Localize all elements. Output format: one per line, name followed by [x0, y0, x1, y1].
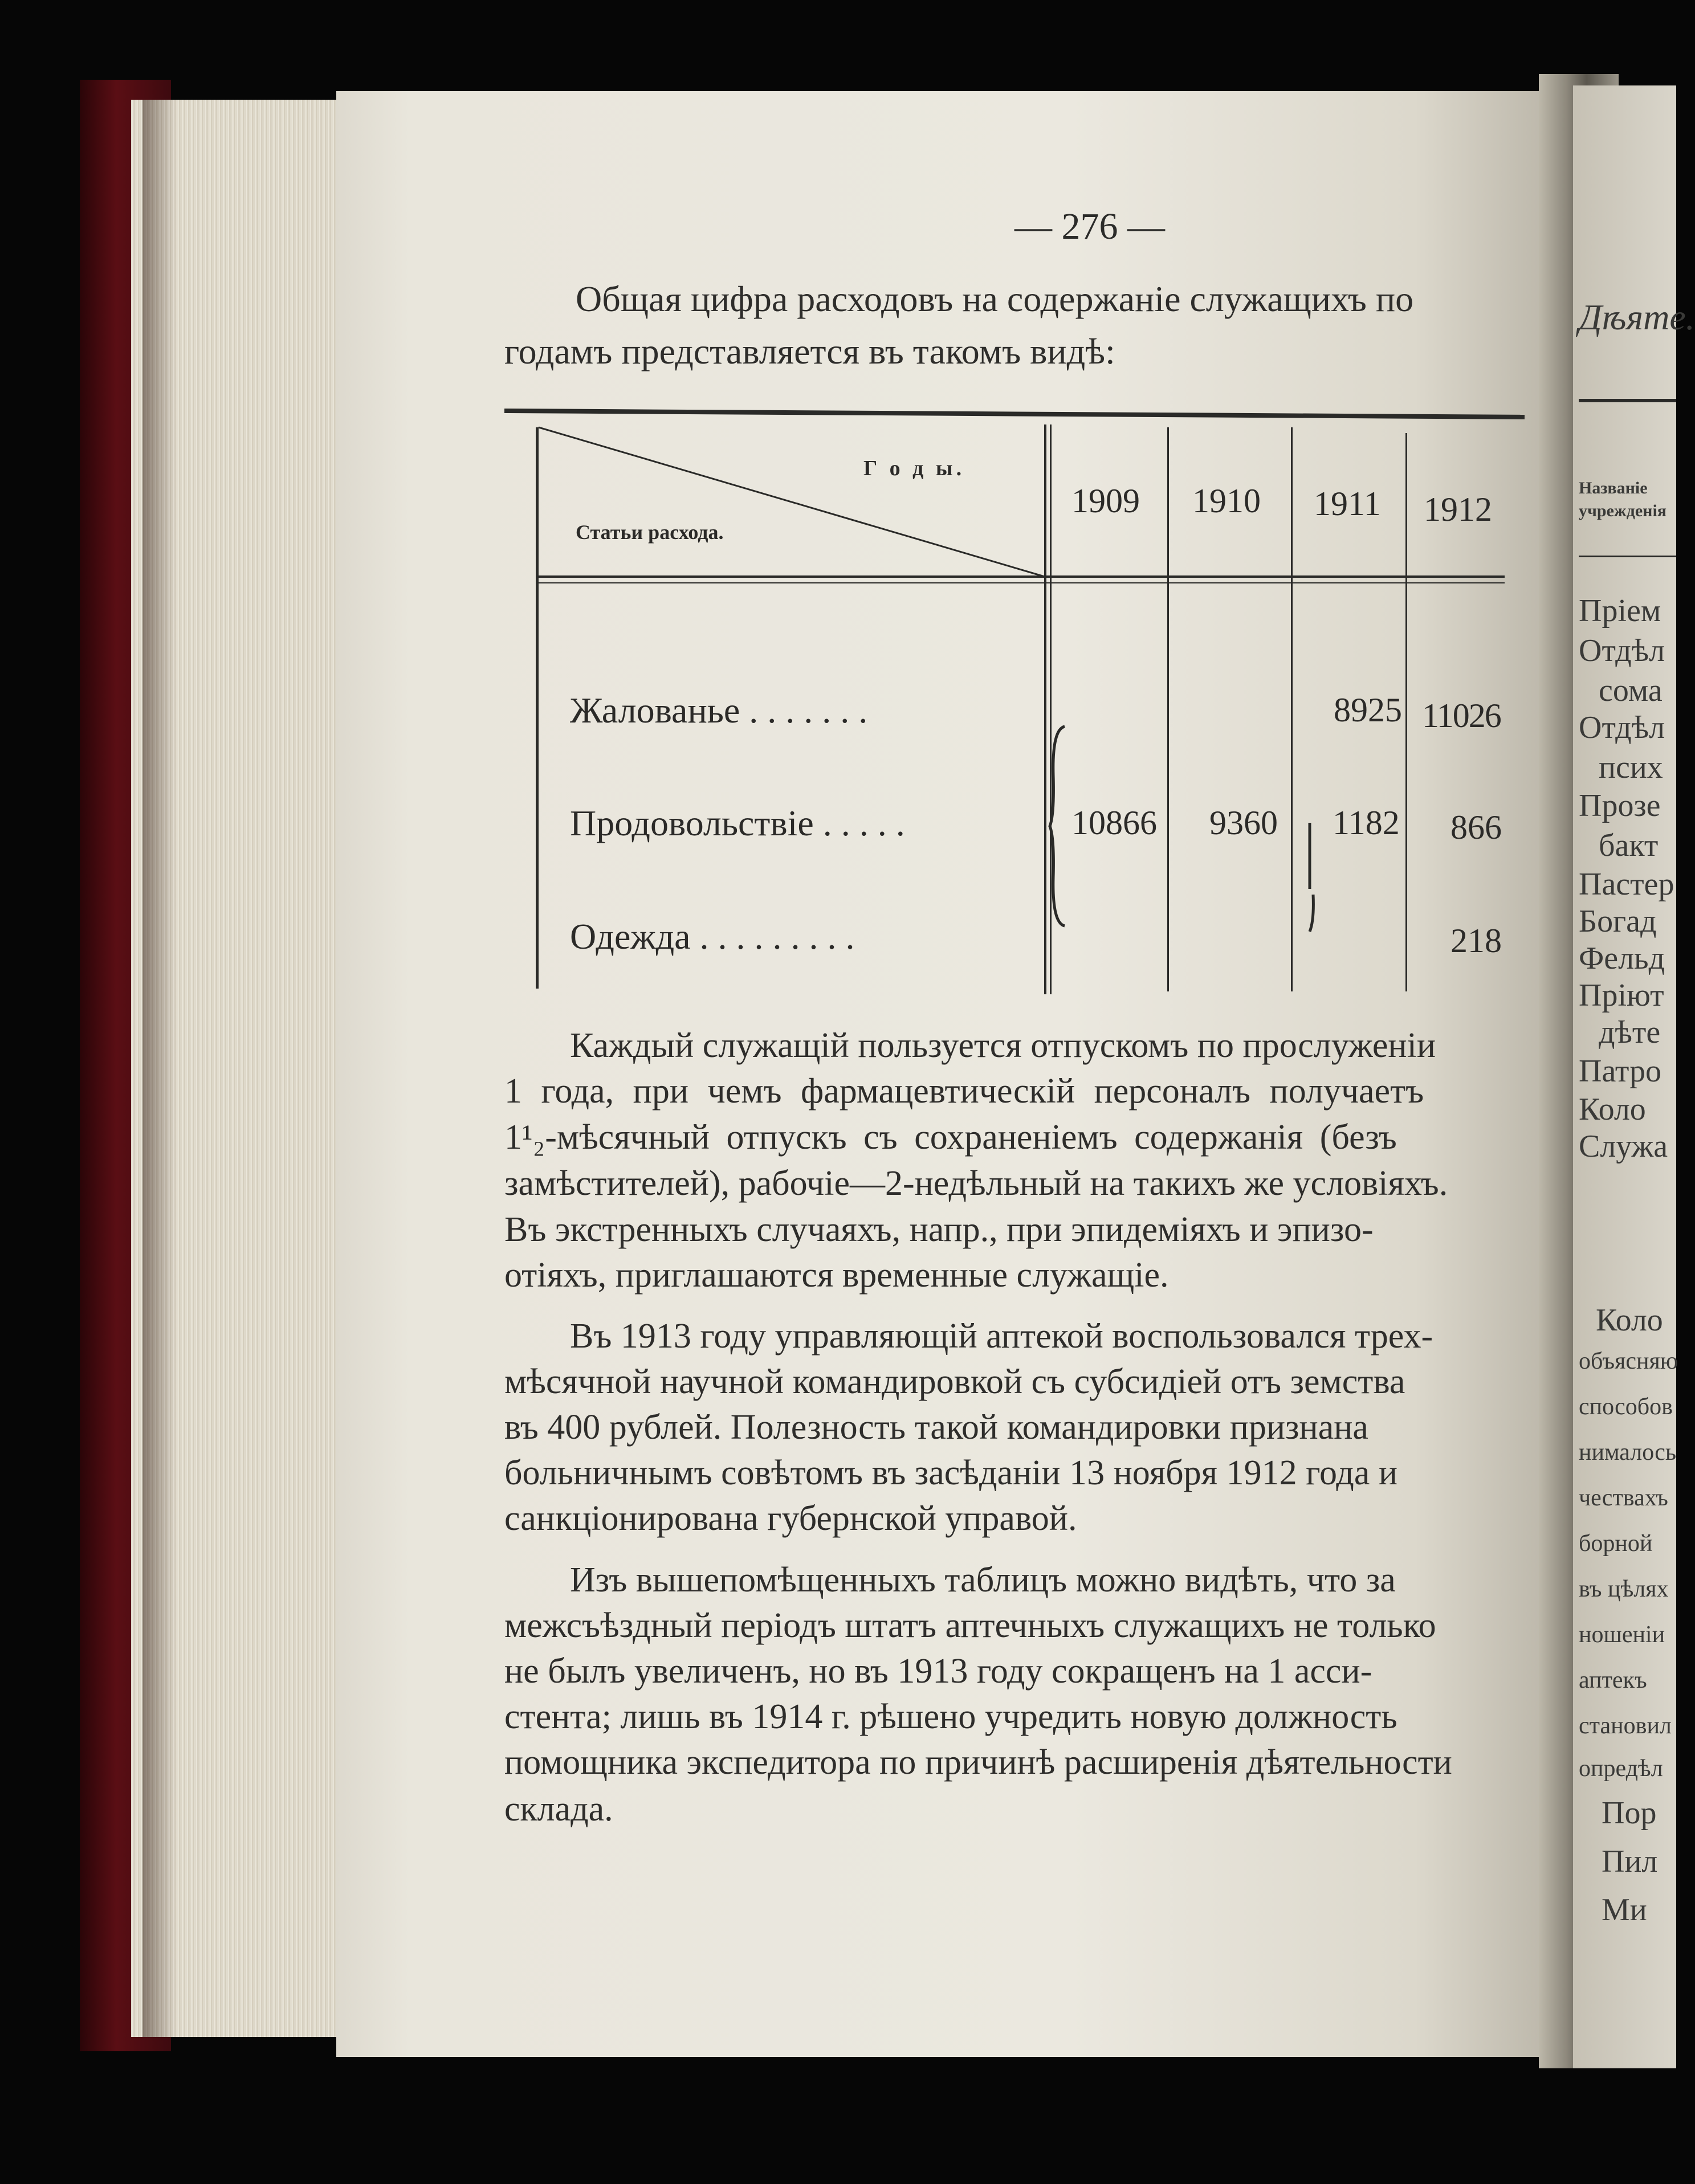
right-item: бакт	[1599, 828, 1659, 863]
paragraph-line: Въ экстренныхъ случаяхъ, напр., при эпидеміяхъ и эпизо-	[504, 1210, 1374, 1249]
right-item: Прозе	[1579, 788, 1661, 823]
paragraph-line: мѣсячной научной командировкой съ субсидіей отъ земства	[504, 1362, 1405, 1401]
cell-value: 9360	[1209, 804, 1278, 842]
paragraph-line: отіяхъ, приглашаются временные служащіе.	[504, 1256, 1169, 1295]
right-item: Пріем	[1579, 593, 1661, 628]
intro-line: годамъ представляется въ такомъ видѣ:	[504, 331, 1115, 372]
paragraph-line: межсъѣздный періодъ штатъ аптечныхъ служащихъ не только	[504, 1606, 1436, 1645]
cell-value: 866	[1450, 809, 1502, 846]
right-item: псих	[1599, 750, 1663, 785]
paragraph-line: стента; лишь въ 1914 г. рѣшено учредить новую должность	[504, 1697, 1397, 1736]
right-item: Пастер	[1579, 867, 1674, 902]
year-header: 1912	[1424, 491, 1492, 528]
right-item: Патро	[1579, 1054, 1662, 1089]
intro-line: Общая цифра расходовъ на содержаніе служащихъ по	[576, 279, 1414, 319]
header-diagonal	[539, 427, 1046, 578]
paragraph-line: не былъ увеличенъ, но въ 1913 году сокращенъ на 1 асси-	[504, 1652, 1372, 1691]
edge-shadow	[142, 100, 177, 2037]
right-item: Отдѣл	[1579, 633, 1665, 668]
table-header-rule-2	[536, 582, 1505, 583]
header-items: Статьи расхода.	[576, 521, 724, 544]
cell-value: 1182	[1333, 804, 1400, 842]
paragraph-line: Изъ вышепомѣщенныхъ таблицъ можно видѣть, что за	[570, 1561, 1396, 1599]
paragraph-line: помощника экспедитора по причинѣ расширенія дѣятельности	[504, 1743, 1452, 1782]
right-table-head: Названіе	[1579, 479, 1648, 497]
right-text-line: нималось	[1579, 1439, 1677, 1465]
right-text-line: опредѣл	[1579, 1756, 1663, 1782]
paragraph-line: Въ 1913 году управляющій аптекой воспользовался трех-	[570, 1317, 1433, 1356]
right-item: Служа	[1579, 1129, 1668, 1164]
brace-right	[1306, 820, 1323, 934]
right-text-line: въ цѣлях	[1579, 1576, 1669, 1602]
year-header: 1910	[1192, 482, 1261, 520]
cell-value: 218	[1450, 922, 1502, 960]
year-header: 1909	[1071, 482, 1140, 520]
cell-value: 8925	[1334, 691, 1402, 729]
right-text-line: борной	[1579, 1530, 1653, 1557]
brace-left	[1048, 724, 1070, 929]
right-text-line: становил	[1579, 1713, 1672, 1739]
right-item: Фельд	[1579, 941, 1665, 976]
cell-value: 11026	[1422, 697, 1501, 734]
right-item: Коло	[1579, 1092, 1646, 1127]
right-text-line: ношеніи	[1579, 1622, 1665, 1648]
right-text-line: Пор	[1602, 1795, 1657, 1831]
year-header: 1911	[1314, 485, 1381, 522]
right-text-line: объясняю	[1579, 1348, 1678, 1374]
right-table-rule	[1579, 399, 1676, 402]
col-divider	[1291, 427, 1293, 991]
page-number: — 276 —	[1014, 206, 1165, 247]
right-text-line: Ми	[1602, 1892, 1647, 1928]
paragraph-line: больничнымъ совѣтомъ въ засѣданіи 13 ноября 1912 года и	[504, 1454, 1398, 1492]
paragraph-line: въ 400 рублей. Полезность такой командировки признана	[504, 1408, 1368, 1447]
right-item: Богад	[1579, 904, 1657, 939]
row-label: Одежда . . . . . . . . .	[570, 916, 855, 957]
row-label: Жалованье . . . . . . .	[570, 690, 868, 730]
paragraph-line: 1¹₂-мѣсячный отпускъ съ сохраненіемъ содержанія (безъ	[504, 1118, 1397, 1157]
col-divider	[1405, 433, 1407, 991]
right-text-line: Коло	[1596, 1303, 1663, 1338]
right-table-rule	[1579, 556, 1676, 557]
right-item: дѣте	[1599, 1015, 1661, 1050]
right-text-line: Пил	[1602, 1844, 1658, 1879]
paragraph-line: Каждый служащій пользуется отпускомъ по прослуженіи	[570, 1026, 1436, 1065]
header-years: Г о д ы.	[863, 456, 965, 480]
paragraph-line: склада.	[504, 1790, 613, 1828]
right-item: сома	[1599, 673, 1663, 708]
paragraph-line: санкціонирована губернской управой.	[504, 1499, 1077, 1538]
right-item: Пріют	[1579, 978, 1664, 1013]
col-divider	[1167, 427, 1169, 991]
right-text-line: чествахъ	[1579, 1485, 1668, 1511]
paragraph-line: 1 года, при чемъ фармацевтическій персоналъ получаетъ	[504, 1072, 1424, 1111]
right-item: Отдѣл	[1579, 710, 1665, 745]
right-table-head: учрежденія	[1579, 501, 1667, 520]
cell-value: 10866	[1071, 804, 1157, 842]
paragraph-line: замѣстителей), рабочіе—2-недѣльный на такихъ же условіяхъ.	[504, 1164, 1448, 1203]
right-text-line: аптекъ	[1579, 1667, 1647, 1693]
right-text-line: способов	[1579, 1394, 1673, 1420]
right-page-header: Дѣяте.	[1579, 297, 1695, 337]
row-label: Продовольствіе . . . . .	[570, 803, 905, 843]
